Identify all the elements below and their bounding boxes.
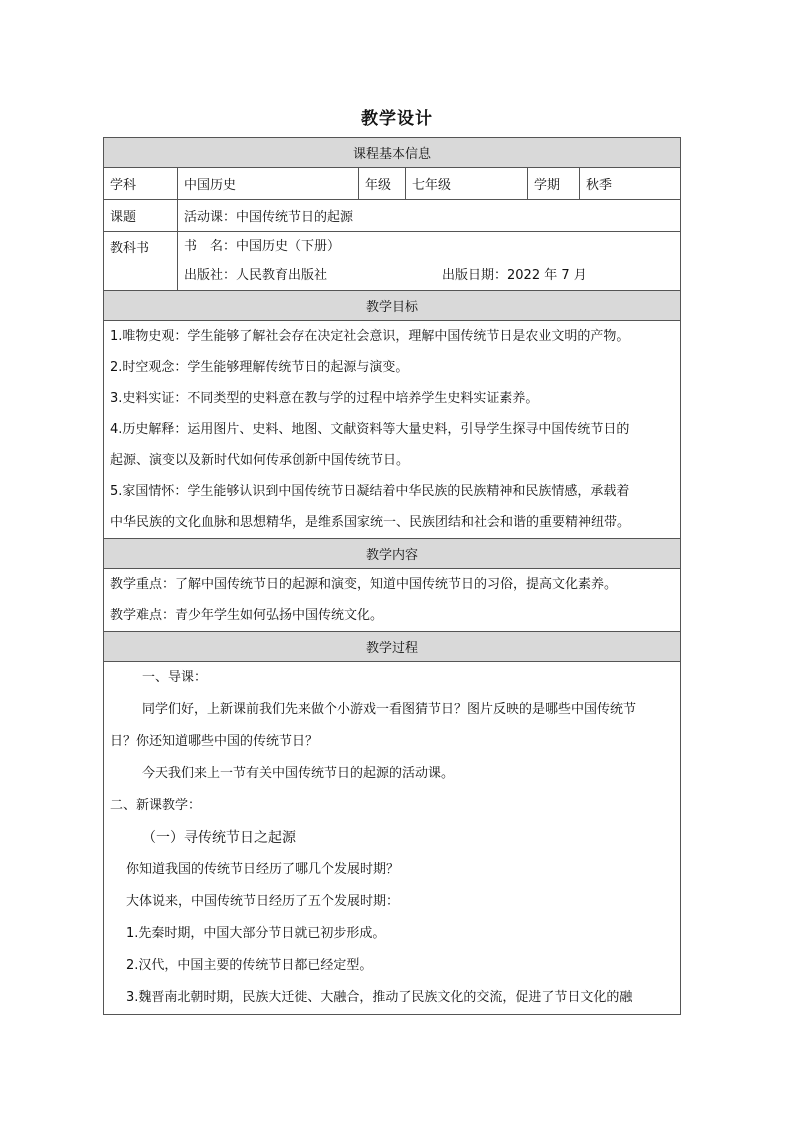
section-header-process	[104, 632, 681, 662]
goals-row	[104, 321, 681, 539]
process-line: 你知道我国的传统节日经历了哪几个发展时期？	[126, 862, 400, 877]
section-title-basic-info: 课程基本信息	[104, 138, 681, 168]
subject-value: 中国历史	[178, 168, 359, 200]
process-line: （一）寻传统节日之起源	[142, 830, 296, 846]
term-value: 秋季	[580, 168, 681, 200]
grade-label: 年级	[359, 168, 406, 200]
process-line: 一、导课：	[142, 670, 208, 685]
process-row	[104, 662, 681, 1015]
process-line: 大体说来，中国传统节日经历了五个发展时期：	[126, 894, 400, 909]
process-line: 今天我们来上一节有关中国传统节日的起源的活动课。	[142, 766, 455, 781]
process-body	[104, 662, 681, 1015]
goal-line: 3.史料实证：不同类型的史料意在教与学的过程中培养学生史料实证素养。	[110, 391, 539, 406]
process-line: 1.先秦时期，中国大部分节日就已初步形成。	[126, 926, 386, 941]
difficulty-point: 教学难点：青少年学生如何弘扬中国传统文化。	[110, 608, 384, 623]
goal-line: 中华民族的文化血脉和思想精华，是维系国家统一、民族团结和社会和谐的重要精神纽带。	[110, 515, 631, 530]
topic-row	[104, 200, 681, 232]
publisher-line	[184, 261, 674, 290]
section-title-content: 教学内容	[104, 539, 681, 569]
publisher: 出版社：人民教育出版社	[184, 268, 328, 283]
process-line: 日？你还知道哪些中国的传统节日？	[110, 734, 319, 749]
textbook-info	[178, 232, 681, 291]
subject-row	[104, 168, 681, 200]
textbook-label: 教科书	[104, 232, 178, 291]
section-header-goals	[104, 291, 681, 321]
textbook-row	[104, 232, 681, 291]
content-body	[104, 569, 681, 632]
process-line: 同学们好，上新课前我们先来做个小游戏一看图猜节日？图片反映的是哪些中国传统节	[142, 702, 637, 717]
goal-line: 1.唯物史观：学生能够了解社会存在决定社会意识，理解中国传统节日是农业文明的产物。	[110, 329, 630, 344]
process-line: 3.魏晋南北朝时期，民族大迁徙、大融合，推动了民族文化的交流，促进了节日文化的融	[126, 990, 633, 1005]
topic-label: 课题	[104, 200, 178, 232]
grade-value: 七年级	[406, 168, 528, 200]
goal-line: 4.历史解释：运用图片、史料、地图、文献资料等大量史料，引导学生探寻中国传统节日的	[110, 422, 630, 437]
subject-label: 学科	[104, 168, 178, 200]
goal-line: 5.家国情怀：学生能够认识到中国传统节日凝结着中华民族的民族精神和民族情感，承载着	[110, 484, 630, 499]
process-line: 2.汉代，中国主要的传统节日都已经定型。	[126, 958, 373, 973]
goals-content	[104, 321, 681, 539]
section-title-goals: 教学目标	[104, 291, 681, 321]
key-point: 教学重点：了解中国传统节日的起源和演变，知道中国传统节日的习俗，提高文化素养。	[110, 577, 618, 592]
term-label: 学期	[528, 168, 580, 200]
publish-date: 出版日期：2022 年 7 月	[442, 268, 587, 283]
document-title: 教学设计	[361, 109, 433, 129]
section-header-content	[104, 539, 681, 569]
section-title-process: 教学过程	[104, 632, 681, 662]
process-line: 二、新课教学：	[110, 798, 202, 813]
topic-value: 活动课：中国传统节日的起源	[178, 200, 681, 232]
content-row	[104, 569, 681, 632]
book-name: 书 名：中国历史（下册）	[184, 239, 341, 254]
section-header-basic-info	[104, 138, 681, 168]
goal-line: 起源、演变以及新时代如何传承创新中国传统节日。	[110, 453, 410, 468]
goal-line: 2.时空观念：学生能够理解传统节日的起源与演变。	[110, 360, 409, 375]
lesson-plan-table	[103, 137, 681, 1015]
